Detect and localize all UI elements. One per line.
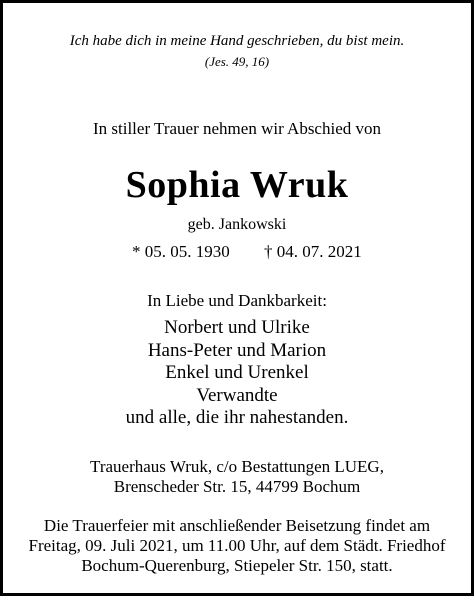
- gratitude-heading: In Liebe und Dankbarkeit:: [147, 291, 327, 310]
- mourners-list: [3, 317, 471, 430]
- bible-verse: Ich habe dich in meine Hand geschrieben, du bist mein.: [69, 33, 405, 49]
- maiden-name: geb. Jankowski: [187, 216, 287, 233]
- mourning-house-address-line: Trauerhaus Wruk, c/o Bestattungen LUEG,: [90, 457, 384, 476]
- farewell-intro: In stiller Trauer nehmen wir Abschied von: [92, 119, 381, 138]
- mourner-item: Hans-Peter und Marion: [147, 339, 327, 361]
- death-date: † 04. 07. 2021: [264, 242, 362, 261]
- life-dates: [3, 243, 471, 263]
- mourning-house-street-line: Brenscheder Str. 15, 44799 Bochum: [113, 477, 361, 496]
- deceased-name: Sophia Wruk: [125, 164, 349, 206]
- mourner-item: Verwandte: [196, 384, 278, 406]
- mourner-item: und alle, die ihr nahestanden.: [125, 407, 349, 428]
- ceremony-line: Die Trauerfeier mit anschließender Beisetzung findet am: [43, 516, 431, 535]
- verse-reference: (Jes. 49, 16): [204, 54, 270, 69]
- ceremony-line: Freitag, 09. Juli 2021, um 11.00 Uhr, auf dem Städt. Friedhof: [28, 536, 446, 555]
- mourner-item: Enkel und Urenkel: [165, 362, 309, 383]
- ceremony-line: Bochum-Querenburg, Stiepeler Str. 150, statt.: [81, 556, 393, 575]
- mourner-item: Norbert und Ulrike: [164, 317, 310, 338]
- birth-date: * 05. 05. 1930: [132, 242, 230, 261]
